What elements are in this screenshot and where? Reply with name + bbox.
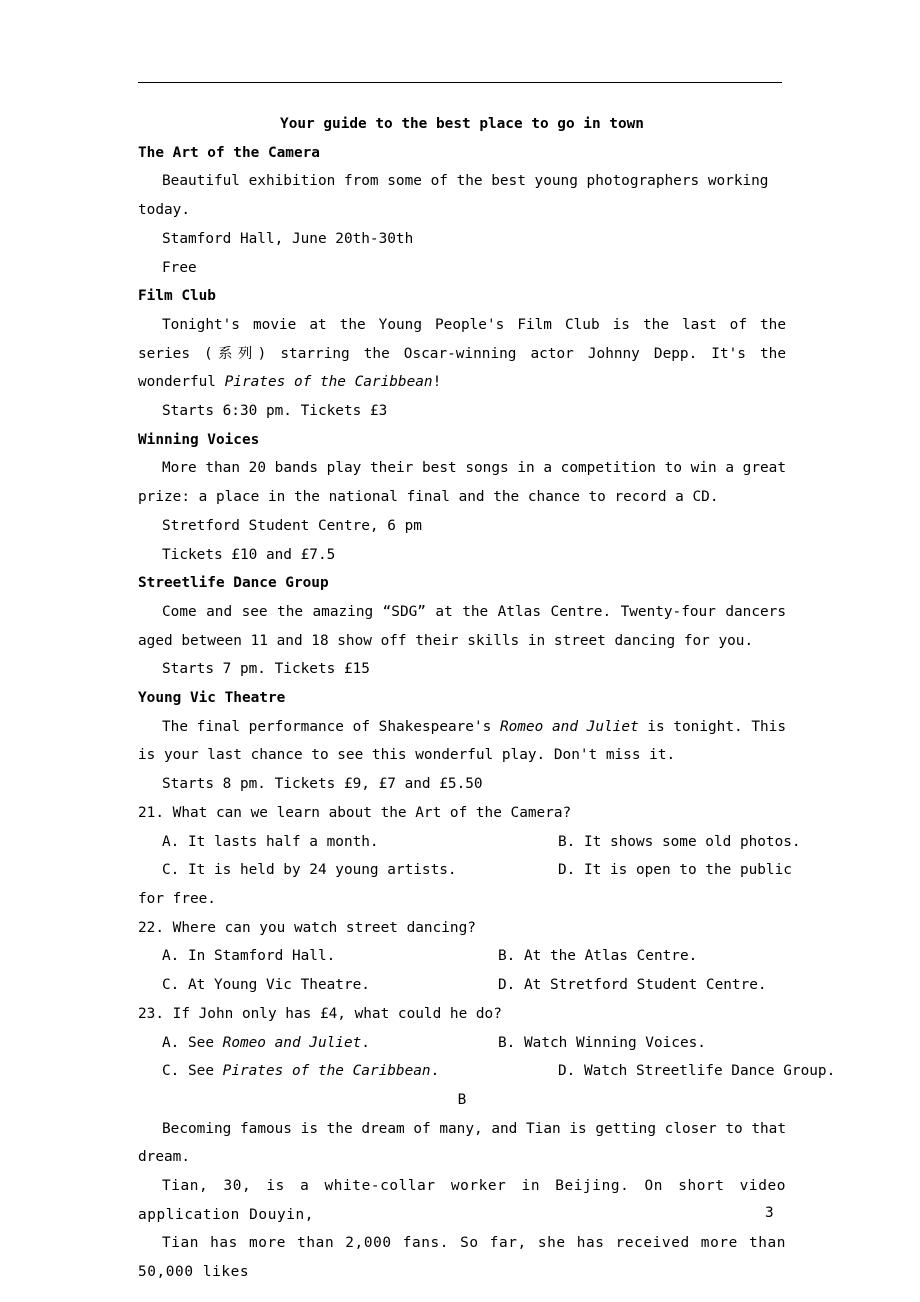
question-22-option-row-2 <box>138 971 786 1000</box>
page-number: 3 <box>765 1205 774 1221</box>
listing-line: Starts 7 pm. Tickets £15 <box>162 661 370 678</box>
option-c[interactable]: C. At Young Vic Theatre. <box>162 977 370 994</box>
document-content <box>138 110 836 1287</box>
option-a-suffix: . <box>361 1034 370 1051</box>
question-21-option-d-wrap: for free. <box>138 890 216 907</box>
option-b[interactable]: B. At the Atlas Centre. <box>498 948 698 965</box>
listing-line: Stamford Hall, June 20th-30th <box>162 230 414 247</box>
option-c[interactable] <box>162 1063 439 1079</box>
question-stem-22: 22. Where can you watch street dancing? <box>138 919 476 936</box>
listing-line: Starts 8 pm. Tickets £9, £7 and £5.50 <box>162 776 483 793</box>
listing-body-italic: Romeo and Juliet <box>499 718 639 735</box>
question-22-option-row-1 <box>138 942 786 971</box>
option-c-prefix: C. See <box>162 1063 223 1080</box>
question-21-option-row-2 <box>138 856 792 885</box>
listing-heading-art-of-the-camera: The Art of the Camera <box>138 144 320 161</box>
listing-heading-winning-voices: Winning Voices <box>138 431 260 448</box>
listing-line: Free <box>162 259 197 276</box>
listing-line: Beautiful exhibition from some of the best young photographers working today. <box>138 173 769 219</box>
question-stem-21: 21. What can we learn about the Art of the Camera? <box>138 804 572 821</box>
section-b-paragraph: Tian has more than 2,000 fans. So far, she has received more than 50,000 likes <box>138 1235 786 1281</box>
listing-line: Starts 6:30 pm. Tickets £3 <box>162 403 388 420</box>
option-a[interactable]: A. In Stamford Hall. <box>162 948 336 965</box>
section-letter-b: B <box>457 1091 467 1108</box>
option-a[interactable] <box>162 1035 370 1051</box>
option-d[interactable]: D. It is open to the public <box>558 862 792 879</box>
option-c-suffix: . <box>430 1063 440 1080</box>
question-21-option-row-1 <box>138 828 801 857</box>
header-rule <box>138 82 782 83</box>
section-b-paragraph: Becoming famous is the dream of many, and Tian is getting closer to that dream. <box>138 1120 786 1166</box>
question-23-option-row-2 <box>138 1057 836 1086</box>
option-c[interactable]: C. It is held by 24 young artists. <box>162 862 457 879</box>
listing-body-film-club <box>138 311 786 397</box>
option-d[interactable]: D. Watch Streetlife Dance Group. <box>558 1063 836 1080</box>
listing-body-winning-voices: More than 20 bands play their best songs in a competition to win a great prize: a place in the national final and the chance to record a CD. <box>138 460 786 506</box>
listing-body-text-end: is tonight. This is your last chance to see this wonderful play. Don't miss it. <box>138 718 786 764</box>
option-a-title: Romeo and Juliet <box>222 1034 362 1051</box>
listing-body-young-vic <box>138 713 786 770</box>
section-b-paragraph: Tian, 30, is a white-collar worker in Beijing. On short video application Douyin, <box>138 1178 786 1223</box>
listing-body-text-end: ! <box>432 374 442 391</box>
option-b[interactable]: B. Watch Winning Voices. <box>498 1034 706 1051</box>
listing-body-italic: Pirates of the Caribbean <box>224 374 433 391</box>
option-a-prefix: A. See <box>162 1034 223 1051</box>
option-a[interactable]: A. It lasts half a month. <box>162 833 379 850</box>
listing-heading-film-club: Film Club <box>138 288 216 305</box>
listing-heading-young-vic-theatre: Young Vic Theatre <box>138 690 286 707</box>
listing-line: Tickets £10 and £7.5 <box>162 546 336 563</box>
listing-body-streetlife: Come and see the amazing “SDG” at the Atlas Centre. Twenty-four dancers aged between 11 and 18 show off their skills in street dancing for you. <box>138 603 786 649</box>
listing-body-text: The final performance of Shakespeare's <box>162 718 500 735</box>
listing-heading-streetlife-dance-group: Streetlife Dance Group <box>138 575 329 592</box>
listing-line: Stretford Student Centre, 6 pm <box>162 517 422 534</box>
option-b[interactable]: B. It shows some old photos. <box>558 833 801 850</box>
passage-title: Your guide to the best place to go in town <box>280 116 644 132</box>
option-d[interactable]: D. At Stretford Student Centre. <box>498 977 767 994</box>
option-c-title: Pirates of the Caribbean <box>222 1063 431 1080</box>
question-23-option-row-1 <box>138 1029 786 1058</box>
listing-body-text: Tonight's movie at the Young People's Film Club is the last of the series (系列) starring the Oscar-winning actor Johnny Depp. It's the wonderful <box>138 316 786 391</box>
question-stem-23: 23. If John only has £4, what could he do? <box>138 1005 502 1022</box>
